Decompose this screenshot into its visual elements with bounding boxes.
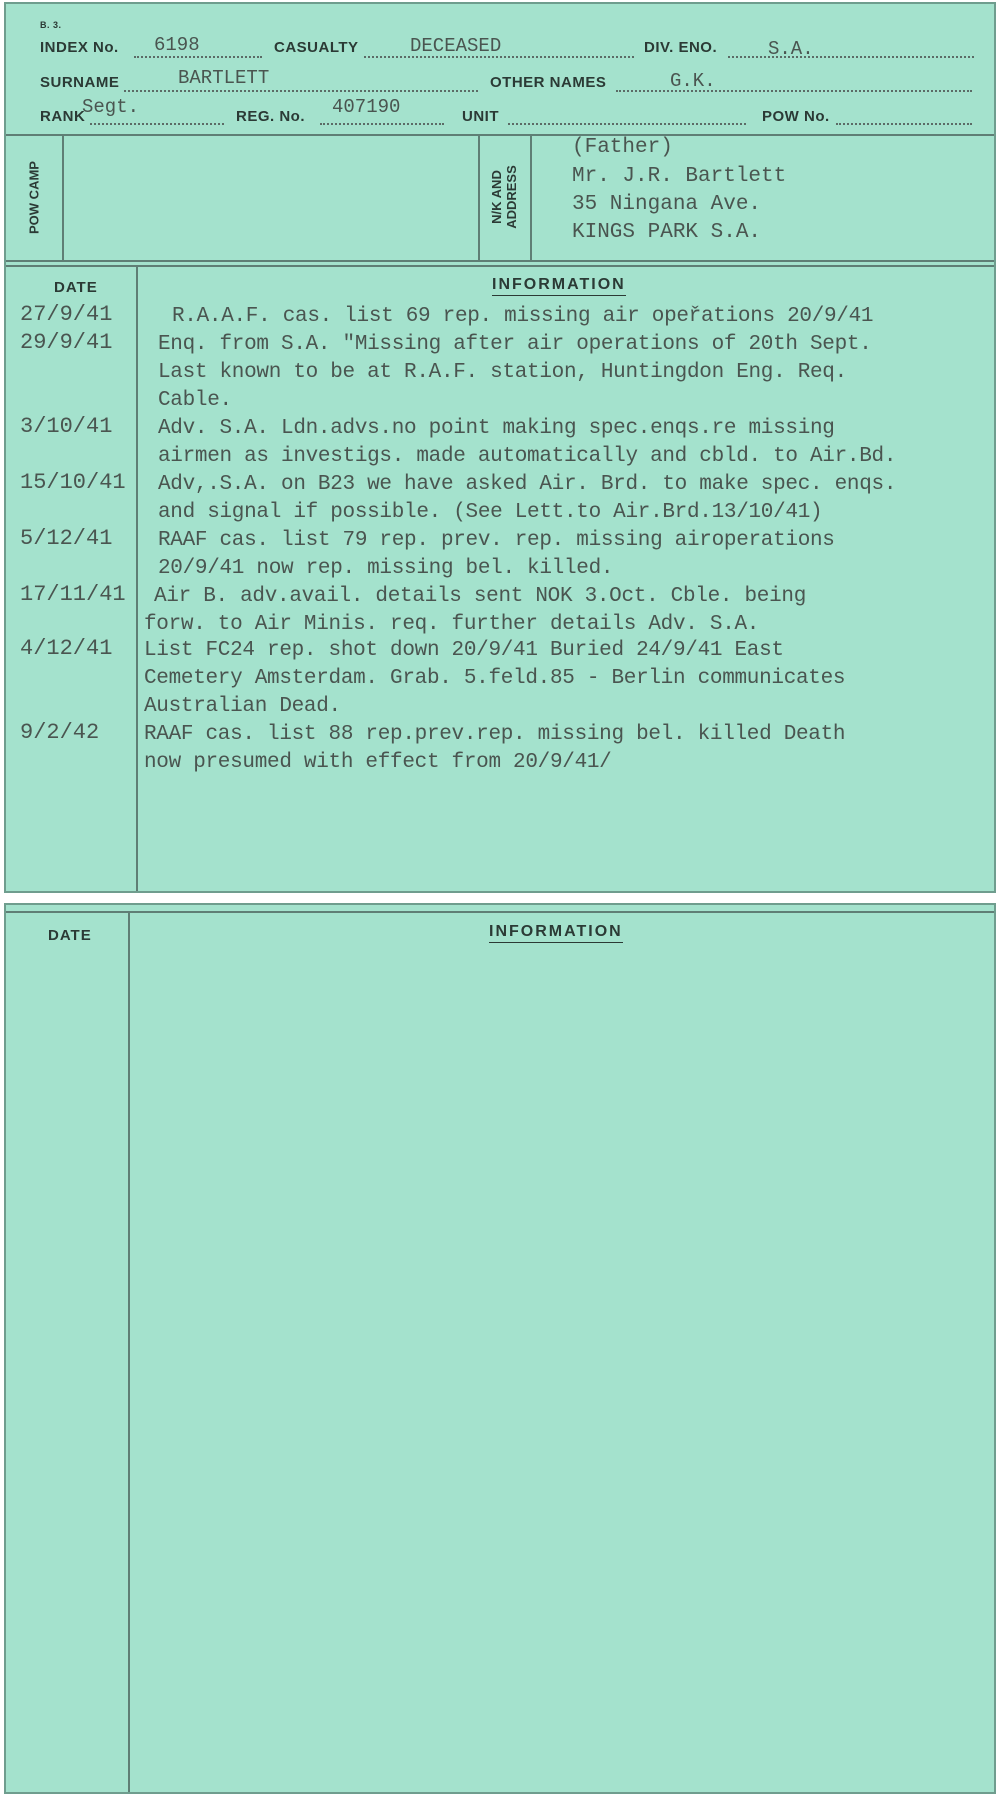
entry-text-line: now presumed with effect from 20/9/41/ xyxy=(144,751,612,774)
section-divider-top xyxy=(6,260,996,262)
date-column-divider xyxy=(136,265,138,893)
entry-date: 9/2/42 xyxy=(20,720,100,745)
entry-text-line: Enq. from S.A. "Missing after air operations of 20th Sept. xyxy=(158,333,872,356)
entry-date: 5/12/41 xyxy=(20,526,113,551)
entry-text-line: RAAF cas. list 79 rep. prev. rep. missing airoperations xyxy=(158,529,835,552)
entry-text-line: Last known to be at R.A.F. station, Huntingdon Eng. Req. xyxy=(158,361,847,384)
date-heading: DATE xyxy=(54,279,98,296)
nk-address-line: Mr. J.R. Bartlett xyxy=(572,165,787,188)
nk-address-line: KINGS PARK S.A. xyxy=(572,221,762,244)
entry-date: 4/12/41 xyxy=(20,636,113,661)
div-eno-label: DIV. ENO. xyxy=(644,39,718,56)
form-code: B. 3. xyxy=(40,20,62,30)
back-date-column-divider xyxy=(128,911,130,1794)
section-divider-bottom xyxy=(6,265,996,267)
back-date-heading: DATE xyxy=(48,927,92,944)
entry-text-line: Cable. xyxy=(158,389,232,412)
nk-address-line: 35 Ningana Ave. xyxy=(572,193,762,216)
entry-text-line: airmen as investigs. made automatically and cbld. to Air.Bd. xyxy=(158,445,897,468)
pow-camp-divider xyxy=(62,134,64,260)
entry-date: 3/10/41 xyxy=(20,414,113,439)
back-top-rule xyxy=(6,911,996,913)
other-names-value: G.K. xyxy=(670,70,716,92)
entry-date: 27/9/41 xyxy=(20,302,113,327)
div-eno-value: S.A. xyxy=(768,38,814,60)
header-divider xyxy=(6,134,996,136)
entry-text-line: forw. to Air Minis. req. further details Adv. S.A. xyxy=(144,613,760,636)
entry-text-line: Adv,.S.A. on B23 we have asked Air. Brd. to make spec. enqs. xyxy=(158,473,897,496)
entry-text-line: and signal if possible. (See Lett.to Air.Brd.13/10/41) xyxy=(158,501,823,524)
nk-address-line: (Father) xyxy=(572,136,673,159)
casualty-value: DECEASED xyxy=(410,35,502,57)
reg-no-value: 407190 xyxy=(332,96,401,118)
surname-label: SURNAME xyxy=(40,74,120,91)
index-no-value: 6198 xyxy=(154,34,200,56)
reg-no-label: REG. No. xyxy=(236,108,306,125)
back-information-heading: INFORMATION xyxy=(489,923,623,943)
other-names-label: OTHER NAMES xyxy=(490,74,607,91)
entry-text-line: Adv. S.A. Ldn.advs.no point making spec.enqs.re missing xyxy=(158,417,835,440)
entry-text-line: Air B. adv.avail. details sent NOK 3.Oct. Cble. being xyxy=(154,585,807,608)
entry-text-line: Cemetery Amsterdam. Grab. 5.feld.85 - Berlin communicates xyxy=(144,667,846,690)
information-heading: INFORMATION xyxy=(492,276,626,296)
card-back xyxy=(4,903,996,1794)
casualty-label: CASUALTY xyxy=(274,39,359,56)
entry-text-line: RAAF cas. list 88 rep.prev.rep. missing bel. killed Death xyxy=(144,723,846,746)
entry-date: 29/9/41 xyxy=(20,330,113,355)
entry-date: 17/11/41 xyxy=(20,582,126,607)
rank-label: RANK xyxy=(40,108,86,125)
entry-text-line: Australian Dead. xyxy=(144,695,341,718)
address-divider-left xyxy=(478,134,480,260)
entry-text-line: R.A.A.F. cas. list 69 rep. missing air opeřations 20/9/41 xyxy=(172,305,874,328)
address-divider-right xyxy=(530,134,532,260)
pow-camp-label: POW CAMP xyxy=(26,161,42,234)
entry-text-line: List FC24 rep. shot down 20/9/41 Buried 24/9/41 East xyxy=(144,639,784,662)
entry-date: 15/10/41 xyxy=(20,470,126,495)
index-no-label: INDEX No. xyxy=(40,39,119,56)
nk-address-label: N/K AND ADDRESS xyxy=(489,165,519,229)
pow-no-label: POW No. xyxy=(762,108,830,125)
entry-text-line: 20/9/41 now rep. missing bel. killed. xyxy=(158,557,614,580)
surname-value: BARTLETT xyxy=(178,67,270,89)
rank-value: Segt. xyxy=(82,96,140,118)
card-front xyxy=(4,2,996,893)
unit-label: UNIT xyxy=(462,108,499,125)
